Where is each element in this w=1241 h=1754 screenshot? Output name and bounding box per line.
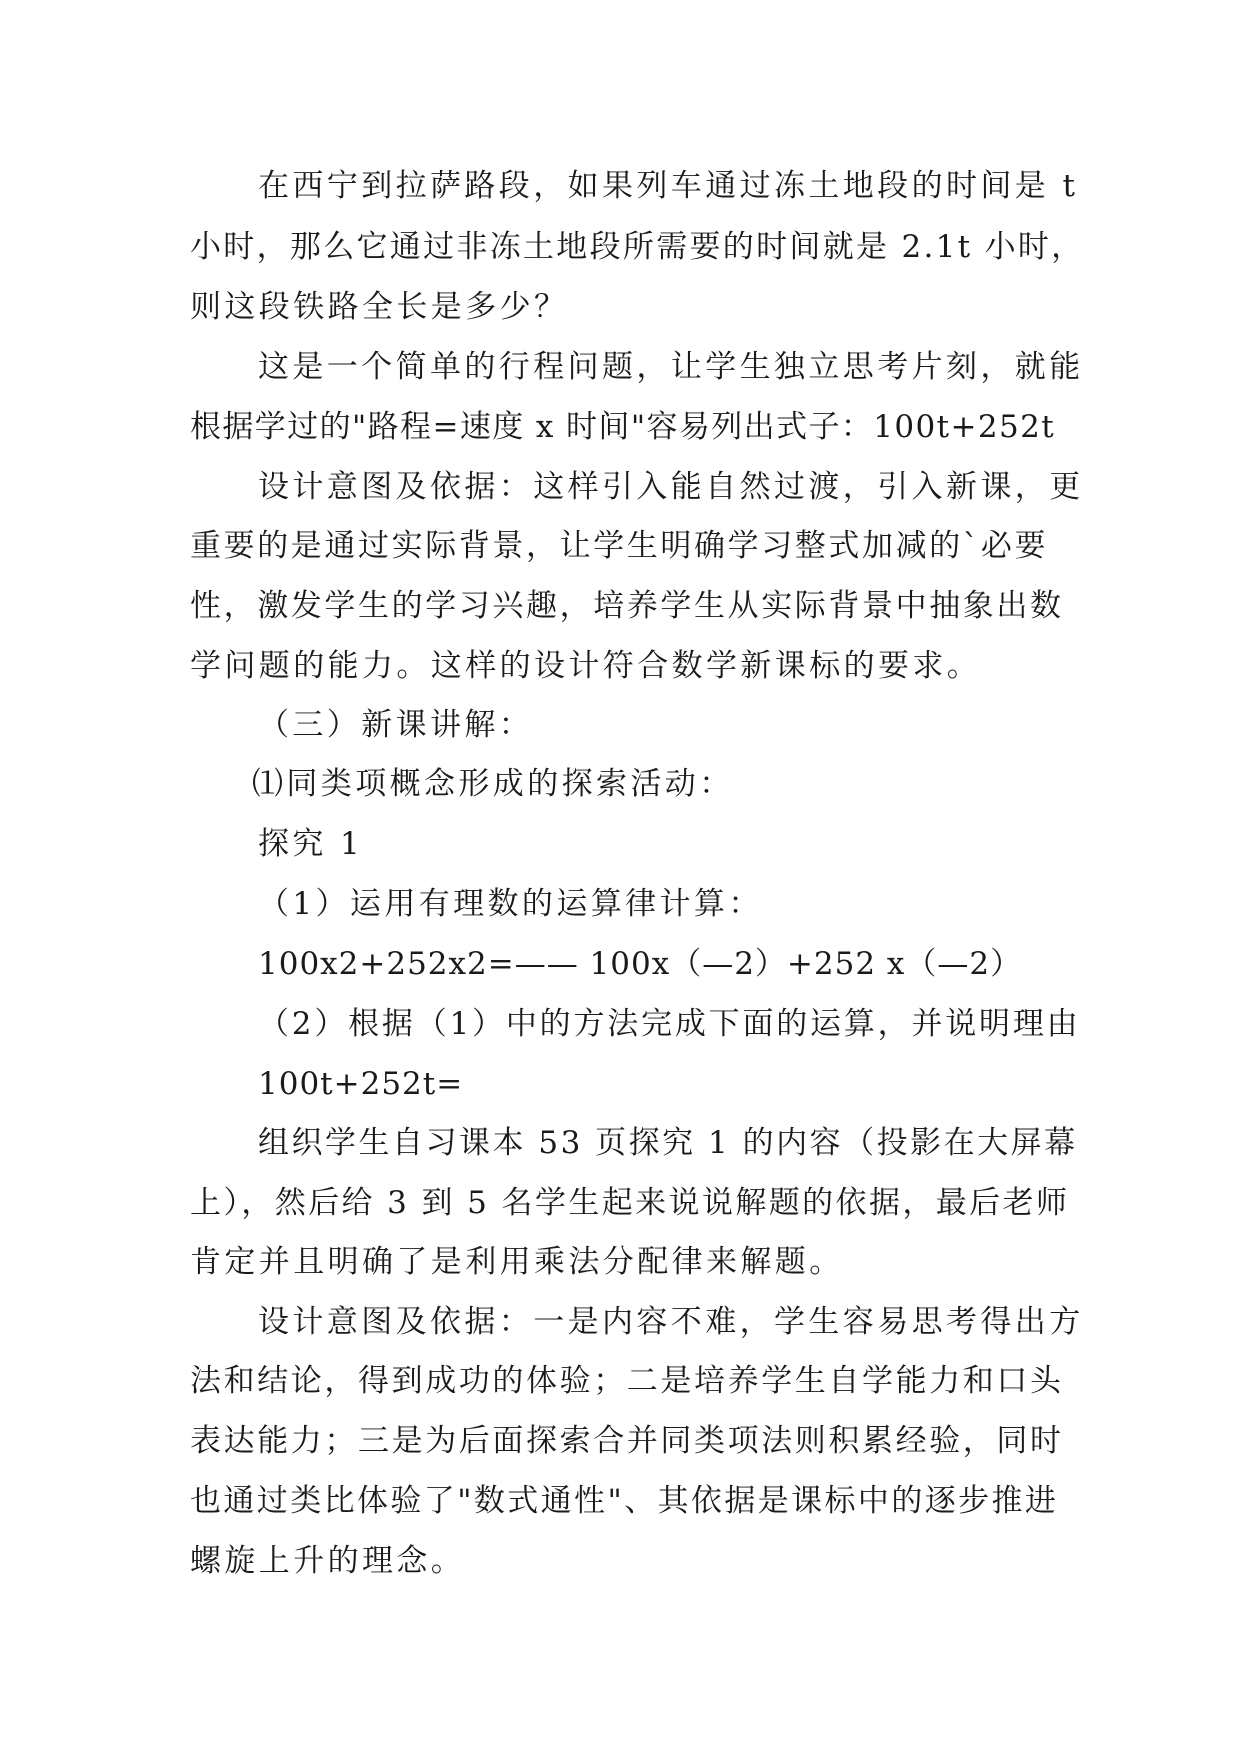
text-line: 法和结论，得到成功的体验；二是培养学生自学能力和口头 xyxy=(190,1363,1064,1399)
text-line: 小时，那么它通过非冻土地段所需要的时间就是 2.1t 小时， xyxy=(190,229,1085,265)
text-line: 探究 1 xyxy=(258,826,364,862)
text-line: 表达能力；三是为后面探索合并同类项法则积累经验，同时 xyxy=(190,1423,1064,1459)
text-line: 这是一个简单的行程问题，让学生独立思考片刻，就能 xyxy=(258,349,1084,385)
section-heading: （三）新课讲解： xyxy=(258,707,534,743)
text-line: 螺旋上升的理念。 xyxy=(190,1543,466,1579)
text-line: （1）运用有理数的运算律计算： xyxy=(258,886,763,922)
text-line: 设计意图及依据：一是内容不难，学生容易思考得出方 xyxy=(258,1304,1084,1340)
formula-line: 100t+252t= xyxy=(258,1066,464,1102)
text-line: 则这段铁路全长是多少？ xyxy=(190,289,569,325)
text-line: 重要的是通过实际背景，让学生明确学习整式加减的`必要 xyxy=(190,528,1049,564)
text-line: 肯定并且明确了是利用乘法分配律来解题。 xyxy=(190,1244,844,1280)
text-line: 根据学过的"路程=速度 x 时间"容易列出式子：100t+252t xyxy=(190,409,1056,445)
text-line: 设计意图及依据：这样引入能自然过渡，引入新课，更 xyxy=(258,469,1084,505)
text-line: 性，激发学生的学习兴趣，培养学生从实际背景中抽象出数 xyxy=(190,588,1064,624)
text-line: 也通过类比体验了"数式通性"、其依据是课标中的逐步推进 xyxy=(190,1483,1059,1519)
text-line: 学问题的能力。这样的设计符合数学新课标的要求。 xyxy=(190,648,982,684)
text-line: 在西宁到拉萨路段，如果列车通过冻土地段的时间是 t xyxy=(258,168,1079,204)
subsection-heading: ⑴同类项概念形成的探索活动： xyxy=(252,766,734,802)
text-line: 上），然后给 3 到 5 名学生起来说说解题的依据，最后老师 xyxy=(190,1185,1070,1221)
formula-line: 100x2+252x2=—— 100x（—2）+252 x（—2） xyxy=(258,946,1023,982)
text-line: 组织学生自习课本 53 页探究 1 的内容（投影在大屏幕 xyxy=(258,1125,1078,1161)
text-line: （2）根据（1）中的方法完成下面的运算，并说明理由 xyxy=(258,1006,1081,1042)
